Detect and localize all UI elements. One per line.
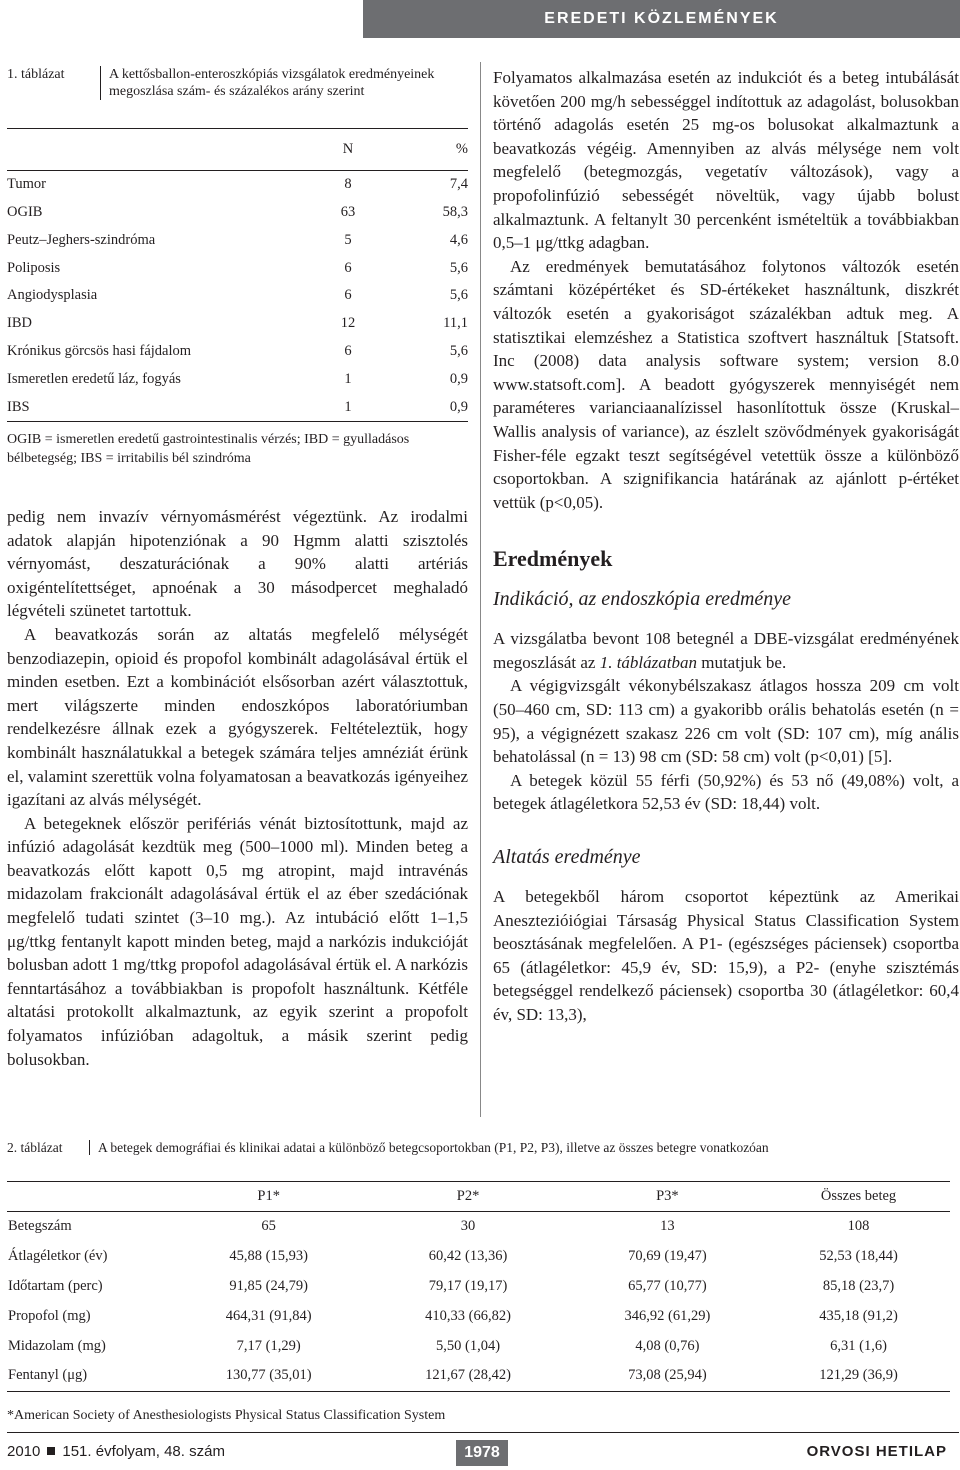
- cell-p3: 13: [660, 1218, 675, 1235]
- cell-total: 6,31 (1,6): [830, 1337, 887, 1354]
- paragraph: A betegek közül 55 férfi (50,92%) és 53 nő (49,08%) volt, a betegek átlagéletkora 52,53 év (SD: 18,44) volt.: [493, 770, 959, 814]
- cell-p3: 65,77 (10,77): [628, 1277, 707, 1294]
- footer-year: 2010: [7, 1443, 41, 1460]
- paragraph: A végigvizsgált vékonybélszakasz átlagos hossza 209 cm volt (50–460 cm, SD: 113 cm) a gyakoribb orális behatolás esetén (n = 95), a végignézett szakasz 226 cm volt (SD: 107 cm), míg anális behatolással (n = 13) 98 cm (SD: 58 cm) volt (p<0,01) [5].: [493, 676, 959, 767]
- table-row: [7, 199, 468, 227]
- row-name: IBD: [7, 315, 32, 332]
- page-footer: [7, 1440, 957, 1466]
- table-row: [7, 393, 468, 421]
- table-row: [7, 1212, 950, 1242]
- table-reference-link: 1. táblázatban: [599, 652, 697, 672]
- cell-p2: 60,42 (13,36): [428, 1248, 508, 1265]
- row-name: IBS: [7, 393, 318, 421]
- table-row: [7, 338, 468, 366]
- table2-label: 2. táblázat: [7, 1140, 63, 1155]
- cell-p1: 91,85 (24,79): [229, 1277, 308, 1294]
- cell-p2: 5,50 (1,04): [436, 1337, 501, 1354]
- row-label: Propofol (mg): [8, 1307, 91, 1324]
- paragraph: A betegeknek először perifériás vénát biztosítottunk, majd az infúzió adagolását kezdtük meg (500–1000 ml). Minden beteg a beavatkozás előtt kapott 0,5 mg atropint, majd intravénás midazolam frakcionált adagolásával értük el az éber szedációnak megfelelő tudati szintet (3–10 mg.). Az intubáció előtt 1–1,5 μg/ttkg fentanylt kapott minden beteg, majd a narkózis indukcióját bolusban adott 1 mg/ttkg propofol adagolásával értük el. A narkózis fenntartásához a továbbiakban is propofolt használtunk. Kétféle altatási protokollt alkalmaztunk, az egyik szerint a propofolt folyamatos infúzióban adagoltuk, a másik szerint pedig bolusokban.: [7, 813, 468, 1069]
- paragraph: pedig nem invazív vérnyomásmérést végeztünk. Az irodalmi adatok alapján hipotenziónak a 90 Hgmm alatti szisztolés vérnyomást, deszaturációnak a 90% alatti artériás oxigéntelítettséget, apnoénak a 30 másodpercet meghaladó légvételi szünetet tartottuk.: [7, 506, 468, 621]
- row-name: Peutz–Jeghers-szindróma: [7, 231, 156, 248]
- row-label: Betegszám: [8, 1218, 72, 1235]
- table2-note: *American Society of Anesthesiologists Physical Status Classification System: [7, 1407, 446, 1423]
- table1-caption: [7, 66, 468, 100]
- row-pct: 5,6: [449, 287, 468, 304]
- footer-issue: [7, 1443, 225, 1460]
- indication-subheading: Indikáció, az endoszkópia eredménye: [493, 588, 792, 611]
- right-body-text: [493, 66, 959, 514]
- cell-p2: 410,33 (66,82): [425, 1307, 511, 1324]
- paragraph: Az eredmények bemutatásához folytonos változók esetén számtani középértéket és SD-értékeket használtunk, diszkrét változók esetén a gyakoriságot százalékban adtuk meg. A statisztikai elemzéshez a Statistica szoftvert használtuk [Statsoft. Inc (2008) data analysis software system; version 8.0 www.statsoft.com]. A beadott gyógyszerek mennyiségét nem paraméteres varianciaanalízissel hasonlítottuk össze (Kruskal–Wallis analysis of variance), az észlelt szövődmények gyakoriságát Fisher-féle egzakt teszt segítségével vetettük össze a különböző csoportokban. A szignifikancia határának az ajánlott p-értéket vettük (p<0,05).: [493, 256, 959, 512]
- right-column: [493, 66, 959, 1027]
- table-row: [7, 1361, 950, 1391]
- left-column: [7, 66, 468, 1071]
- cell-total: 85,18 (23,7): [822, 1277, 895, 1294]
- table2-header-empty: [7, 1182, 169, 1212]
- table-row: [7, 1301, 950, 1331]
- journal-name: ORVOSI HETILAP: [806, 1443, 947, 1460]
- row-n: 12: [340, 315, 356, 332]
- text-span: mutatjuk be.: [696, 652, 787, 672]
- cell-p1: 464,31 (91,84): [225, 1307, 312, 1324]
- table1: [7, 128, 468, 422]
- table2-header-p2: P2*: [368, 1182, 567, 1212]
- row-pct: 5,6: [449, 342, 468, 359]
- row-pct: 58,3: [442, 203, 468, 220]
- table-row: [7, 1242, 950, 1272]
- row-pct: 11,1: [443, 315, 468, 332]
- footer-volume: 151. évfolyam, 48. szám: [62, 1443, 225, 1460]
- cell-p3: 70,69 (19,47): [628, 1248, 707, 1265]
- table2-header-p3: P3*: [568, 1182, 767, 1212]
- row-name: Poliposis: [7, 259, 61, 276]
- cell-p2: 30: [460, 1218, 476, 1235]
- table1-note: OGIB = ismeretlen eredetű gastrointestinalis vérzés; IBD = gyulladásos bélbetegség; IBS = irritabilis bél szindróma: [7, 431, 410, 466]
- cell-p3: 4,08 (0,76): [635, 1337, 700, 1354]
- table1-header-row: [7, 129, 468, 171]
- table1-header-n: N: [318, 129, 378, 171]
- table-row: [7, 310, 468, 338]
- row-pct: 5,6: [449, 259, 468, 276]
- table1-caption-text: A kettősballon-enteroszkópiás vizsgálatok eredményeinek megoszlása szám- és százalékos arány szerint: [100, 66, 468, 100]
- cell-p3: 346,92 (61,29): [624, 1307, 711, 1324]
- row-name: Tumor: [7, 176, 46, 193]
- table2-block: [7, 1139, 957, 1424]
- cell-total: 435,18 (91,2): [819, 1307, 898, 1324]
- cell-p2: 121,67 (28,42): [368, 1361, 567, 1391]
- row-name: Ismeretlen eredetű láz, fogyás: [7, 370, 181, 387]
- row-label: Midazolam (mg): [8, 1337, 106, 1354]
- row-n: 1: [344, 370, 352, 387]
- table-row: [7, 365, 468, 393]
- cell-p1: 65: [261, 1218, 276, 1235]
- row-n: 1: [318, 393, 378, 421]
- paragraph: A betegekből három csoportot képeztünk az Amerikai Anesztezióiógiai Társaság Physical Status Classification System beosztásának megfelelően. A P1- (egészséges páciensek) csoportba 65 (átlagéletkor: 45,9 év, SD: 15,9), a P2- (enyhe szisztémás betegséggel rendelkező páciensek) csoportba 30 (átlagéletkor: 60,4 év, SD: 13,3),: [493, 887, 959, 1024]
- table-row: [7, 226, 468, 254]
- cell-p1: 7,17 (1,29): [236, 1337, 301, 1354]
- column-divider: [480, 62, 481, 1117]
- footer-rule: [7, 1432, 959, 1433]
- indication-text: [493, 627, 959, 816]
- paragraph: [493, 627, 959, 674]
- row-label: Átlagéletkor (év): [8, 1248, 108, 1265]
- cell-p3: 73,08 (25,94): [568, 1361, 767, 1391]
- text-span: A vizsgálatba bevont 108 betegnél a DBE-vizsgálat eredményének megoszlását az: [493, 629, 959, 672]
- table-row: [7, 282, 468, 310]
- table-row: [7, 254, 468, 282]
- row-n: 6: [344, 287, 352, 304]
- row-name: Krónikus görcsös hasi fájdalom: [7, 342, 192, 359]
- row-n: 8: [344, 176, 352, 193]
- table2-header-p1: P1*: [169, 1182, 368, 1212]
- table2-header-total: Összes beteg: [767, 1182, 950, 1212]
- cell-p1: 45,88 (15,93): [229, 1248, 308, 1265]
- table2-header-row: [7, 1182, 950, 1212]
- row-pct: 0,9: [449, 370, 468, 387]
- row-n: 6: [344, 259, 352, 276]
- anesthesia-text: [493, 885, 959, 1027]
- row-pct: 7,4: [449, 176, 468, 193]
- row-label: Fentanyl (μg): [7, 1361, 169, 1391]
- row-pct: 4,6: [449, 231, 468, 248]
- row-n: 6: [344, 342, 352, 359]
- row-pct: 0,9: [378, 393, 468, 421]
- row-n: 63: [340, 203, 356, 220]
- left-body-text: [7, 505, 468, 1071]
- results-heading: Eredmények: [493, 546, 613, 572]
- cell-p2: 79,17 (19,17): [428, 1277, 508, 1294]
- table2-caption-text: A betegek demográfiai és klinikai adatai a különböző betegcsoportokban (P1, P2, P3), illetve az összes betegre vonatkozóan: [89, 1140, 769, 1155]
- paragraph: Folyamatos alkalmazása esetén az indukciót és a beteg intubálását követően 200 mg/h sebességgel indítottuk az adagolást, bolusokban történő adagolás esetén 25 mg-os bolusokat alkalmaztunk a beavatkozás végéig. Amennyiben az alvás mélysége nem volt megfelelő (betegmozgás, vegetatív változások), vagy a propofolinfúzió sebességét növeltük, vagy újabb bolust alkalmaztunk. A feltanylt 30 percenként ismételtük a továbbiakban 0,5–1 μg/ttkg adagban.: [493, 68, 959, 253]
- cell-p1: 130,77 (35,01): [169, 1361, 368, 1391]
- cell-total: 52,53 (18,44): [819, 1248, 898, 1265]
- table-row: [7, 1272, 950, 1302]
- table-row: [7, 170, 468, 198]
- anesthesia-subheading: Altatás eredménye: [493, 846, 641, 869]
- table2: [7, 1181, 950, 1392]
- table1-header-empty: [7, 129, 318, 171]
- cell-total: 108: [847, 1218, 870, 1235]
- row-name: OGIB: [7, 203, 43, 220]
- row-n: 5: [344, 231, 352, 248]
- section-title: EREDETI KÖZLEMÉNYEK: [544, 10, 779, 27]
- table-row: [7, 1331, 950, 1361]
- table1-label: 1. táblázat: [7, 67, 65, 82]
- table2-caption: [7, 1139, 957, 1156]
- cell-total: 121,29 (36,9): [767, 1361, 950, 1391]
- row-label: Időtartam (perc): [8, 1277, 103, 1294]
- paragraph: A beavatkozás során az altatás megfelelő mélységét benzodiazepin, opioid és propofol kombinált adagolásával értük el minden esetben. Ezt a kombinációt elsősorban azért választottuk, mert világszerte minden endoszkópos laboratóriumban rendelkezésre állnak ezek a gyógyszerek. Feltételeztük, hogy kombinált használatukkal a betegek számára teljes amnéziát érünk el, valamint szerettük volna folyamatosan a beavatkozás igényeihez igazítani az alvás mélységét.: [7, 624, 468, 810]
- table1-header-pct: %: [378, 129, 468, 171]
- square-bullet-icon: [47, 1447, 55, 1455]
- section-header: [363, 0, 960, 38]
- row-name: Angiodysplasia: [7, 287, 98, 304]
- page-number: 1978: [456, 1440, 508, 1466]
